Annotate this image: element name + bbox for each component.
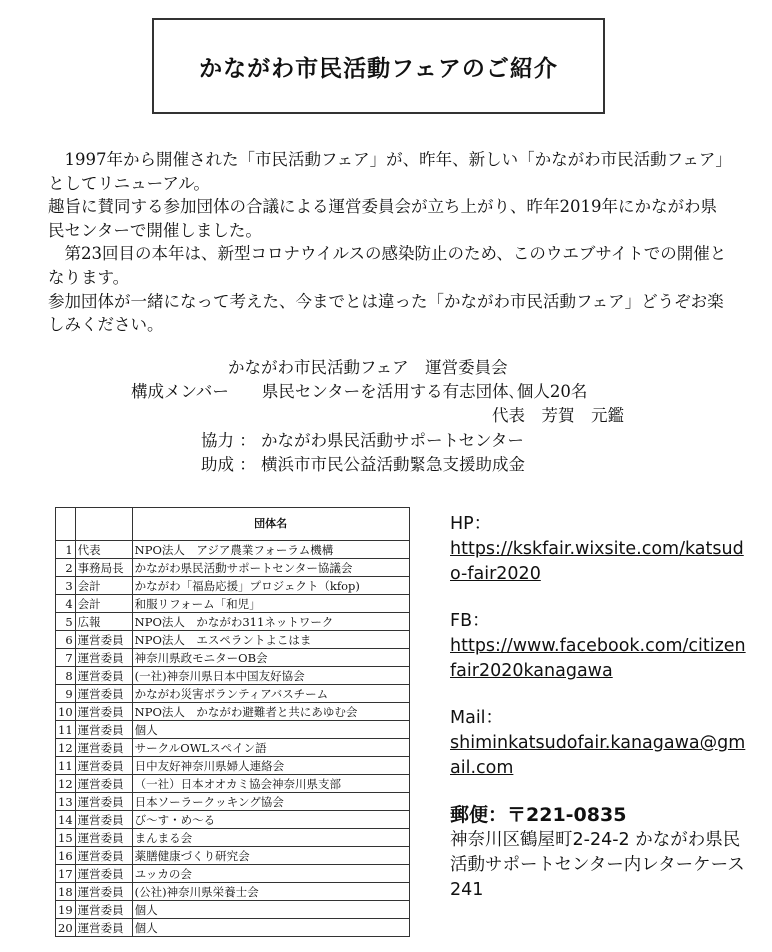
table-row xyxy=(56,577,410,595)
row-role: 運営委員 xyxy=(75,883,132,901)
table-row xyxy=(56,919,410,937)
row-number: 19 xyxy=(56,901,76,919)
row-group-name: 和服リフォーム「和児」 xyxy=(132,595,409,613)
row-group-name: (公社)神奈川県栄養士会 xyxy=(132,883,409,901)
row-number: 9 xyxy=(56,685,76,703)
table-row xyxy=(56,685,410,703)
row-number: 20 xyxy=(56,919,76,937)
row-role: 運営委員 xyxy=(75,847,132,865)
table-row xyxy=(56,595,410,613)
table-row xyxy=(56,667,410,685)
row-group-name: (一社)神奈川県日本中国友好協会 xyxy=(132,667,409,685)
row-role: 運営委員 xyxy=(75,793,132,811)
row-role: 運営委員 xyxy=(75,631,132,649)
row-role: 運営委員 xyxy=(75,739,132,757)
row-role: 運営委員 xyxy=(75,757,132,775)
row-group-name: 個人 xyxy=(132,901,409,919)
hp-label: HP： xyxy=(450,514,492,534)
row-group-name: び～す・め～る xyxy=(132,811,409,829)
row-number: 12 xyxy=(56,739,76,757)
row-number: 16 xyxy=(56,847,76,865)
row-number: 8 xyxy=(56,667,76,685)
table-row xyxy=(56,811,410,829)
table-row xyxy=(56,775,410,793)
row-role: 事務局長 xyxy=(75,559,132,577)
member-groups-table xyxy=(55,507,410,937)
row-number: 3 xyxy=(56,577,76,595)
row-group-name: NPO法人 アジア農業フォーラム機構 xyxy=(132,541,409,559)
row-role: 運営委員 xyxy=(75,649,132,667)
row-group-name: サークルOWLスペイン語 xyxy=(132,739,409,757)
row-number: 13 xyxy=(56,793,76,811)
table-row xyxy=(56,631,410,649)
table-row xyxy=(56,829,410,847)
members-line: 構成メンバー 県民センターを活用する有志団体､個人20名 xyxy=(131,382,588,401)
row-number: 6 xyxy=(56,631,76,649)
fb-label: FB： xyxy=(450,611,490,631)
intro-paragraph: 1997年から開催された「市民活動フェア」が、昨年、新しい「かながわ市民活動フェア」としてリニューアル。 xyxy=(48,150,724,193)
table-row xyxy=(56,649,410,667)
table-row xyxy=(56,703,410,721)
table-row xyxy=(56,559,410,577)
row-group-name: 日中友好神奈川県婦人連絡会 xyxy=(132,757,409,775)
committee-name: かながわ市民活動フェア 運営委員会 xyxy=(228,358,508,377)
grant-line: 助成 ： 横浜市市民公益活動緊急支援助成金 xyxy=(201,455,525,474)
page-title-text: かながわ市民活動フェアのご紹介 xyxy=(199,55,558,82)
intro-paragraph: 第23回目の本年は、新型コロナウイルスの感染防止のため、このウエブサイトでの開催となります。 xyxy=(48,244,727,287)
row-role: 運営委員 xyxy=(75,703,132,721)
contact-info xyxy=(450,512,750,903)
mail-link[interactable]: shiminkatsudofair.kanagawa@gmail.com xyxy=(450,733,746,778)
table-row xyxy=(56,721,410,739)
header-role xyxy=(75,508,132,541)
page-title xyxy=(152,18,605,114)
representative-line: 代表 芳賀 元鑑 xyxy=(492,406,624,425)
intro-paragraph: 参加団体が一緒になって考えた、今までとは違った「かながわ市民活動フェア」どうぞお楽しみください。 xyxy=(48,291,724,335)
row-number: 10 xyxy=(56,703,76,721)
mail-label: Mail： xyxy=(450,708,504,728)
row-role: 会計 xyxy=(75,577,132,595)
row-role: 会計 xyxy=(75,595,132,613)
row-group-name: 個人 xyxy=(132,919,409,937)
hp-link[interactable]: https://kskfair.wixsite.com/katsudo-fair2020 xyxy=(450,539,744,584)
row-role: 運営委員 xyxy=(75,685,132,703)
table-row xyxy=(56,757,410,775)
row-group-name: 日本ソーラークッキング協会 xyxy=(132,793,409,811)
row-group-name: かながわ県民活動サポートセンター協議会 xyxy=(132,559,409,577)
row-role: 広報 xyxy=(75,613,132,631)
table-row xyxy=(56,739,410,757)
row-number: 7 xyxy=(56,649,76,667)
row-number: 11 xyxy=(56,757,76,775)
row-role: 運営委員 xyxy=(75,829,132,847)
fb-link[interactable]: https://www.facebook.com/citizenfair2020kanagawa xyxy=(450,636,746,681)
row-role: 運営委員 xyxy=(75,811,132,829)
row-number: 2 xyxy=(56,559,76,577)
postal-address: 神奈川区鶴屋町2-24-2 かながわ県民活動サポートセンター内レターケース241 xyxy=(450,830,745,900)
row-role: 運営委員 xyxy=(75,919,132,937)
row-group-name: ユッカの会 xyxy=(132,865,409,883)
row-number: 17 xyxy=(56,865,76,883)
table-row xyxy=(56,883,410,901)
row-group-name: かながわ災害ボランティアバスチーム xyxy=(132,685,409,703)
intro-text xyxy=(48,148,728,337)
row-group-name: NPO法人 かながわ避難者と共にあゆむ会 xyxy=(132,703,409,721)
row-role: 代表 xyxy=(75,541,132,559)
row-role: 運営委員 xyxy=(75,901,132,919)
row-number: 15 xyxy=(56,829,76,847)
row-number: 4 xyxy=(56,595,76,613)
post-label: 郵便：〒221-0835 xyxy=(450,804,627,826)
row-number: 12 xyxy=(56,775,76,793)
intro-paragraph: 趣旨に賛同する参加団体の合議による運営委員会が立ち上がり、昨年2019年にかながわ県民センターで開催しました。 xyxy=(48,197,717,240)
row-group-name: 個人 xyxy=(132,721,409,739)
row-role: 運営委員 xyxy=(75,667,132,685)
table-row xyxy=(56,613,410,631)
row-group-name: NPO法人 かながわ311ネットワーク xyxy=(132,613,409,631)
row-group-name: （一社）日本オオカミ協会神奈川県支部 xyxy=(132,775,409,793)
row-role: 運営委員 xyxy=(75,865,132,883)
table-row xyxy=(56,901,410,919)
table-row xyxy=(56,865,410,883)
row-group-name: 神奈川県政モニターOB会 xyxy=(132,649,409,667)
row-group-name: かながわ「福島応援」プロジェクト（kfop) xyxy=(132,577,409,595)
header-group-name: 団体名 xyxy=(132,508,409,541)
row-number: 14 xyxy=(56,811,76,829)
table-row xyxy=(56,847,410,865)
row-group-name: 薬膳健康づくり研究会 xyxy=(132,847,409,865)
table-row xyxy=(56,541,410,559)
table-row xyxy=(56,793,410,811)
row-group-name: まんまる会 xyxy=(132,829,409,847)
row-role: 運営委員 xyxy=(75,721,132,739)
row-number: 1 xyxy=(56,541,76,559)
row-number: 11 xyxy=(56,721,76,739)
row-group-name: NPO法人 エスペラントよこはま xyxy=(132,631,409,649)
row-number: 18 xyxy=(56,883,76,901)
header-num xyxy=(56,508,76,541)
cooperation-line: 協力 ： かながわ県民活動サポートセンター xyxy=(201,431,524,450)
table-header-row xyxy=(56,508,410,541)
row-role: 運営委員 xyxy=(75,775,132,793)
row-number: 5 xyxy=(56,613,76,631)
